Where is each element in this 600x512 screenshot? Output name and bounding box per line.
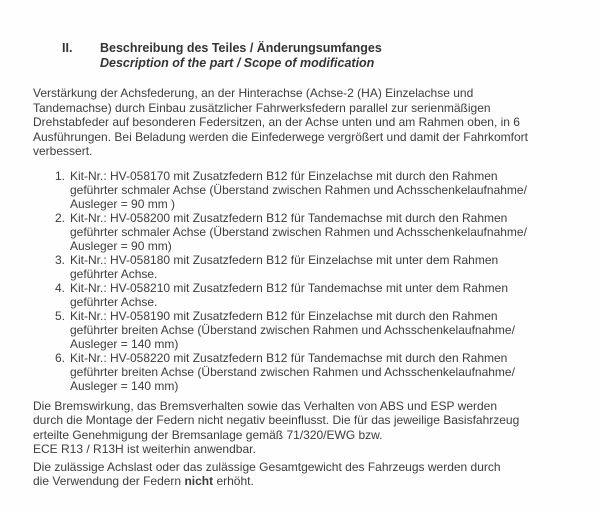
- text-line: Ausleger = 90 mm): [70, 238, 172, 253]
- axle-load-emphasis: nicht: [184, 474, 214, 488]
- text-line: geführter Achse.: [70, 294, 158, 309]
- brakes-paragraph: [33, 399, 575, 457]
- intro-paragraph: [33, 86, 575, 159]
- section-titles: [100, 41, 382, 70]
- text-line: Tandemachse) durch Einbau zusätzlicher Fahrwerksfedern parallel zur serienmäßigen: [33, 100, 491, 115]
- text-line: Kit-Nr.: HV-058190 mit Zusatzfedern B12 für Einzelachse mit durch den Rahmen: [70, 308, 498, 323]
- list-item-number: 1.: [55, 168, 66, 183]
- kit-list-item: [55, 281, 575, 309]
- text-line: erteilte Genehmigung der Bremsanlage gemäß 71/320/EWG bzw.: [33, 427, 383, 442]
- text-line: geführter schmaler Achse (Überstand zwischen Rahmen und Achsschenkelaufnahme/: [70, 182, 527, 197]
- text-line: durch die Montage der Federn nicht negativ beeinflusst. Die für das jeweilige Basisfahrzeug: [33, 413, 520, 427]
- text-line: geführter schmaler Achse (Überstand zwischen Rahmen und Achsschenkelaufnahme/: [70, 224, 527, 239]
- list-item-text: [70, 281, 575, 309]
- text-line: Kit-Nr.: HV-058200 mit Zusatzfedern B12 für Tandemachse mit durch den Rahmen: [70, 210, 508, 225]
- kit-list-item: [55, 351, 575, 393]
- kit-number-list: [55, 169, 575, 393]
- section-title-german: Beschreibung des Teiles / Änderungsumfanges: [100, 41, 382, 55]
- list-item-number: 4.: [55, 280, 66, 295]
- text-line: verbessert.: [33, 144, 93, 158]
- kit-list-item: [55, 169, 575, 211]
- section-numeral: II.: [62, 41, 73, 55]
- text-line: Ausleger = 140 mm): [70, 378, 179, 393]
- text-line: [33, 474, 575, 489]
- text-line: Ausleger = 90 mm ): [70, 196, 176, 211]
- section-title-english: Description of the part / Scope of modification: [100, 55, 375, 70]
- list-item-number: 6.: [55, 350, 66, 365]
- list-item-text: [70, 351, 575, 393]
- text-line: geführter breiten Achse (Überstand zwischen Rahmen und Achsschenkelaufnahme/: [70, 364, 515, 379]
- list-item-number: 2.: [55, 210, 66, 225]
- text-line: Ausführungen. Bei Beladung werden die Einfederwege vergrößert und damit der Fahrkomfort: [33, 129, 528, 144]
- text-line: Drehstabfeder auf besonderen Federsitzen, an der Achse unten und am Rahmen oben, in 6: [33, 115, 520, 129]
- text-line: Kit-Nr.: HV-058180 mit Zusatzfedern B12 für Einzelachse mit unter dem Rahmen: [70, 252, 499, 267]
- text-line: Kit-Nr.: HV-058170 mit Zusatzfedern B12 für Einzelachse mit durch den Rahmen: [70, 168, 498, 183]
- text-line: geführter breiten Achse (Überstand zwischen Rahmen und Achsschenkelaufnahme/: [70, 322, 515, 337]
- list-item-text: [70, 309, 575, 351]
- kit-list-item: [55, 309, 575, 351]
- kit-list-item: [55, 211, 575, 253]
- text-line: Kit-Nr.: HV-058220 mit Zusatzfedern B12 für Tandemachse mit durch den Rahmen: [70, 350, 508, 365]
- text-line: Verstärkung der Achsfederung, an der Hinterachse (Achse-2 (HA) Einzelachse und: [33, 86, 474, 100]
- text-line: ECE R13 / R13H ist weiterhin anwendbar.: [33, 442, 256, 456]
- text-line: Die Bremswirkung, das Bremsverhalten sowie das Verhalten von ABS und ESP werden: [33, 398, 498, 413]
- text-line: Die zulässige Achslast oder das zulässige Gesamtgewicht des Fahrzeugs werden durch: [33, 459, 501, 474]
- text-line: Ausleger = 140 mm): [70, 336, 179, 351]
- list-item-text: [70, 253, 575, 281]
- axle-load-line2-post: erhöht.: [213, 474, 254, 488]
- kit-list-item: [55, 253, 575, 281]
- section-heading: [62, 41, 575, 70]
- axle-load-line2-pre: die Verwendung der Federn: [33, 474, 185, 488]
- list-item-text: [70, 169, 575, 211]
- list-item-number: 3.: [55, 252, 66, 267]
- list-item-number: 5.: [55, 308, 66, 323]
- list-item-text: [70, 211, 575, 253]
- axle-load-paragraph: [33, 460, 575, 489]
- text-line: Kit-Nr.: HV-058210 mit Zusatzfedern B12 für Tandemachse mit unter dem Rahmen: [70, 280, 508, 295]
- text-line: geführter Achse.: [70, 266, 158, 281]
